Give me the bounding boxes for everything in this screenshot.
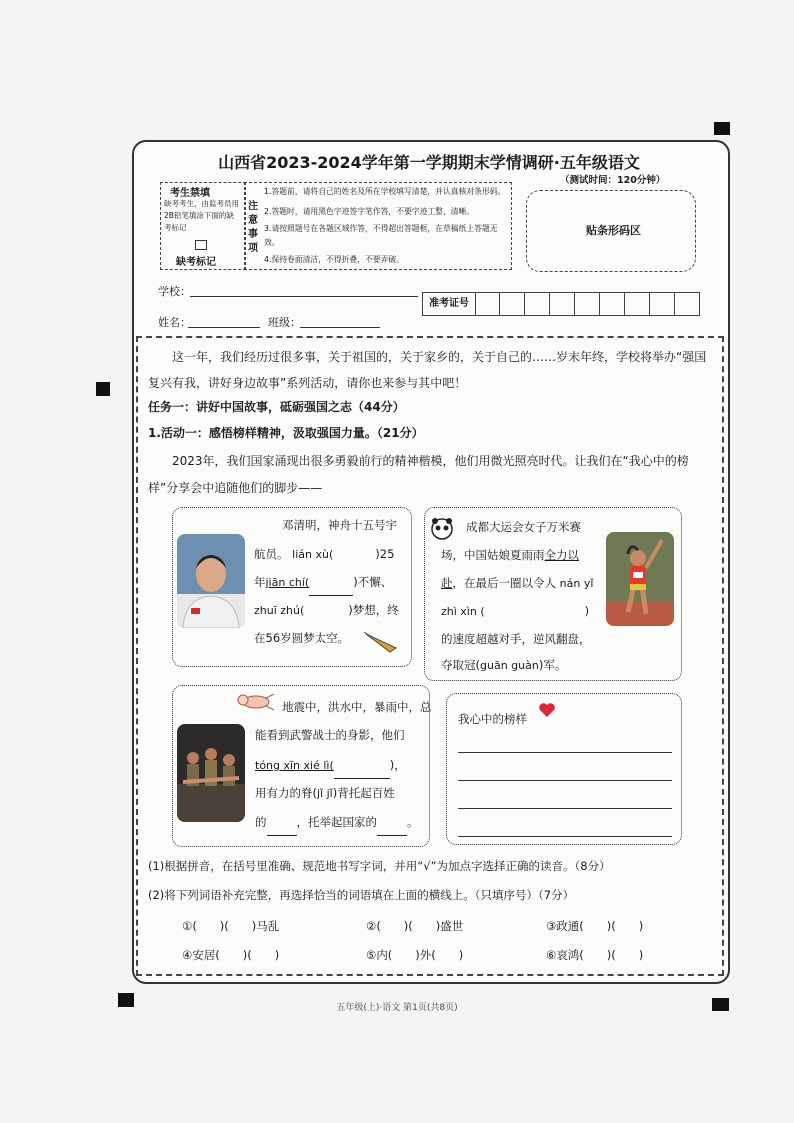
school-label: 学校： xyxy=(158,285,191,298)
astronaut-photo xyxy=(177,534,245,628)
option-item xyxy=(366,947,463,963)
card2-line4 xyxy=(441,598,589,625)
answer-blank[interactable] xyxy=(309,583,353,596)
question-2: (2)将下列词语补充完整，再选择恰当的词语填在上面的横线上。（只填序号）（7分） xyxy=(148,888,575,902)
option-text[interactable]: ( )( )马乱 xyxy=(192,919,280,933)
card2-text: 场，中国姑娘夏雨雨 xyxy=(441,548,545,562)
card1-text: )梦想，终 xyxy=(348,603,399,617)
card2-text: )军。 xyxy=(538,658,567,672)
activity-heading: 1.活动一：感悟榜样精神，汲取强国力量。（21分） xyxy=(148,426,424,440)
exam-number-cell[interactable] xyxy=(625,292,650,316)
exam-number-cell[interactable] xyxy=(600,292,625,316)
absent-text: 缺考考生，由监考员用2B铅笔填涂下面的缺考标记 xyxy=(164,199,239,232)
name-field[interactable] xyxy=(188,327,260,328)
writing-line[interactable] xyxy=(458,808,672,809)
runner-photo xyxy=(606,532,674,626)
card3-line3 xyxy=(255,752,406,779)
notes-item: 4.保持卷面清洁，不得折叠，不要弄破。 xyxy=(264,255,404,264)
exam-number-cell[interactable] xyxy=(550,292,575,316)
card2-text: 夺取冠( xyxy=(441,658,480,672)
page-title: 山西省2023-2024学年第一学期期末学情调研·五年级语文 xyxy=(218,153,640,172)
card3-text: 。 xyxy=(407,815,419,829)
option-text[interactable]: 政通( )( ) xyxy=(556,919,644,933)
class-field[interactable] xyxy=(300,327,380,328)
option-item xyxy=(546,947,643,963)
option-number: ③ xyxy=(546,919,557,933)
card1-line5: 在56岁圆梦太空。 xyxy=(254,631,350,645)
card3-text: 的 xyxy=(255,815,267,829)
card3-line5 xyxy=(255,809,419,836)
pinyin-zhuizhu: zhuī zhú( xyxy=(254,604,305,617)
writing-line[interactable] xyxy=(458,836,672,837)
notes-item: 1.答题前，请将自己的姓名及所在学校填写清楚，并认真核对条形码。 xyxy=(264,187,506,196)
notes-item: 2.答题时，请用黑色字迹签字笔作答，不要字迹工整、清晰。 xyxy=(264,207,475,216)
card3-line2: 能看到武警战士的身影，他们 xyxy=(255,728,405,742)
registration-mark xyxy=(96,382,110,396)
card3-line1: 地震中，洪水中，暴雨中，总 xyxy=(282,700,432,714)
rocket-icon xyxy=(362,630,402,658)
card1-text: )25 xyxy=(375,547,395,561)
context-text: 2023年，我们国家涌现出很多勇毅前行的精神楷模，他们用微光照亮时代。让我们在“我心中的榜样”分享会中追随他们的脚步—— xyxy=(148,454,689,495)
card1-line1: 邓清明，神舟十五号宇 xyxy=(282,518,397,532)
option-text[interactable]: ( )( )盛世 xyxy=(376,919,464,933)
card2-line3 xyxy=(441,570,593,597)
pinyin-guan: guān guàn xyxy=(480,659,539,672)
option-number: ② xyxy=(366,919,377,933)
baby-icon xyxy=(236,690,276,716)
card2-text: ，在最后一圈以令人 xyxy=(452,576,556,590)
absent-heading: 考生禁填 xyxy=(170,188,210,199)
panda-icon xyxy=(430,515,454,545)
registration-mark xyxy=(714,122,730,135)
card1-line3 xyxy=(254,569,392,596)
option-number: ⑥ xyxy=(546,948,557,962)
writing-line[interactable] xyxy=(458,780,672,781)
option-text[interactable]: 安居( )( ) xyxy=(192,948,280,962)
card2-line2 xyxy=(441,542,579,569)
exam-number-cell[interactable] xyxy=(475,292,500,316)
option-number: ⑤ xyxy=(366,948,377,962)
heart-icon xyxy=(538,702,556,722)
intro-text: 这一年，我们经历过很多事，关于祖国的，关于家乡的，关于自己的……岁末年终，学校将举办“强国复兴有我，讲好身边故事”系列活动，请你也来参与其中吧！ xyxy=(148,350,707,390)
option-number: ④ xyxy=(182,948,193,962)
pinyin-jianchi: jiān chí( xyxy=(265,576,310,589)
pinyin-nanyi: nán yǐ xyxy=(559,577,594,590)
task-heading: 任务一：讲好中国故事，砥砺强国之志（44分） xyxy=(148,400,405,414)
soldiers-photo xyxy=(177,724,245,822)
card3-text: )背托起百姓 xyxy=(332,786,395,800)
question-1: (1)根据拼音，在括号里准确、规范地书写字词，并用“√”为加点字选择正确的读音。（8分） xyxy=(148,859,611,873)
school-field[interactable] xyxy=(190,296,418,297)
class-label: 班级： xyxy=(268,316,301,329)
option-text[interactable]: 哀鸿( )( ) xyxy=(556,948,644,962)
card1-line4 xyxy=(254,597,399,624)
exam-number-cell[interactable] xyxy=(675,292,700,316)
card1-text: 年 xyxy=(254,575,266,589)
notes-label: 注意事项 xyxy=(248,201,258,254)
card3-text: 用有力的脊( xyxy=(255,786,317,800)
card1-text: 航员。 xyxy=(254,547,289,561)
exam-number-label: 准考证号 xyxy=(422,292,476,316)
test-time: （测试时间：120分钟） xyxy=(560,175,666,186)
pinyin-ji: jǐ jǐ xyxy=(317,787,333,800)
notes-item: 3.请按照题号在各题区域作答，不得超出答题框，在草稿纸上答题无效。 xyxy=(264,224,498,247)
card3-line4 xyxy=(255,780,395,807)
card2-line1: 成都大运会女子万米赛 xyxy=(466,520,581,534)
option-item xyxy=(182,918,279,934)
exam-number-cell[interactable] xyxy=(500,292,525,316)
option-text[interactable]: 内( )外( ) xyxy=(376,948,464,962)
option-item xyxy=(366,918,463,934)
barcode-label: 贴条形码区 xyxy=(586,224,641,237)
pinyin-zhixin: zhì xìn ( xyxy=(441,605,485,618)
card1-text: )不懈、 xyxy=(353,575,393,589)
card3-text: )， xyxy=(389,758,406,772)
card1-line2 xyxy=(254,541,394,568)
card2-line6 xyxy=(441,652,566,679)
page-footer: 五年级(上)·语文 第1页(共8页) xyxy=(336,1003,458,1013)
option-item xyxy=(546,918,643,934)
answer-blank[interactable] xyxy=(267,823,297,836)
pinyin-tongxinxieli: tóng xīn xié lì( xyxy=(255,759,334,772)
name-label: 姓名： xyxy=(158,316,191,329)
exam-number-cell[interactable] xyxy=(650,292,675,316)
card2-text: ) xyxy=(584,604,590,618)
answer-blank[interactable] xyxy=(334,766,390,779)
absent-checkbox[interactable] xyxy=(195,240,207,250)
absent-footer: 缺考标记 xyxy=(176,257,216,268)
option-number: ① xyxy=(182,919,193,933)
card3-text: ，托举起国家的 xyxy=(296,815,377,829)
card2-underlined: 赴 xyxy=(441,576,453,590)
pinyin-lianxu: lián xù( xyxy=(292,548,334,561)
exam-number-cell[interactable] xyxy=(575,292,600,316)
writing-line[interactable] xyxy=(458,752,672,753)
my-role-model-title: 我心中的榜样 xyxy=(458,712,527,726)
answer-blank[interactable] xyxy=(377,823,407,836)
option-item xyxy=(182,947,279,963)
card2-line5: 的速度超越对手，逆风翻盘， xyxy=(441,632,591,646)
exam-number-cell[interactable] xyxy=(525,292,550,316)
card2-underlined: 全力以 xyxy=(544,548,579,562)
